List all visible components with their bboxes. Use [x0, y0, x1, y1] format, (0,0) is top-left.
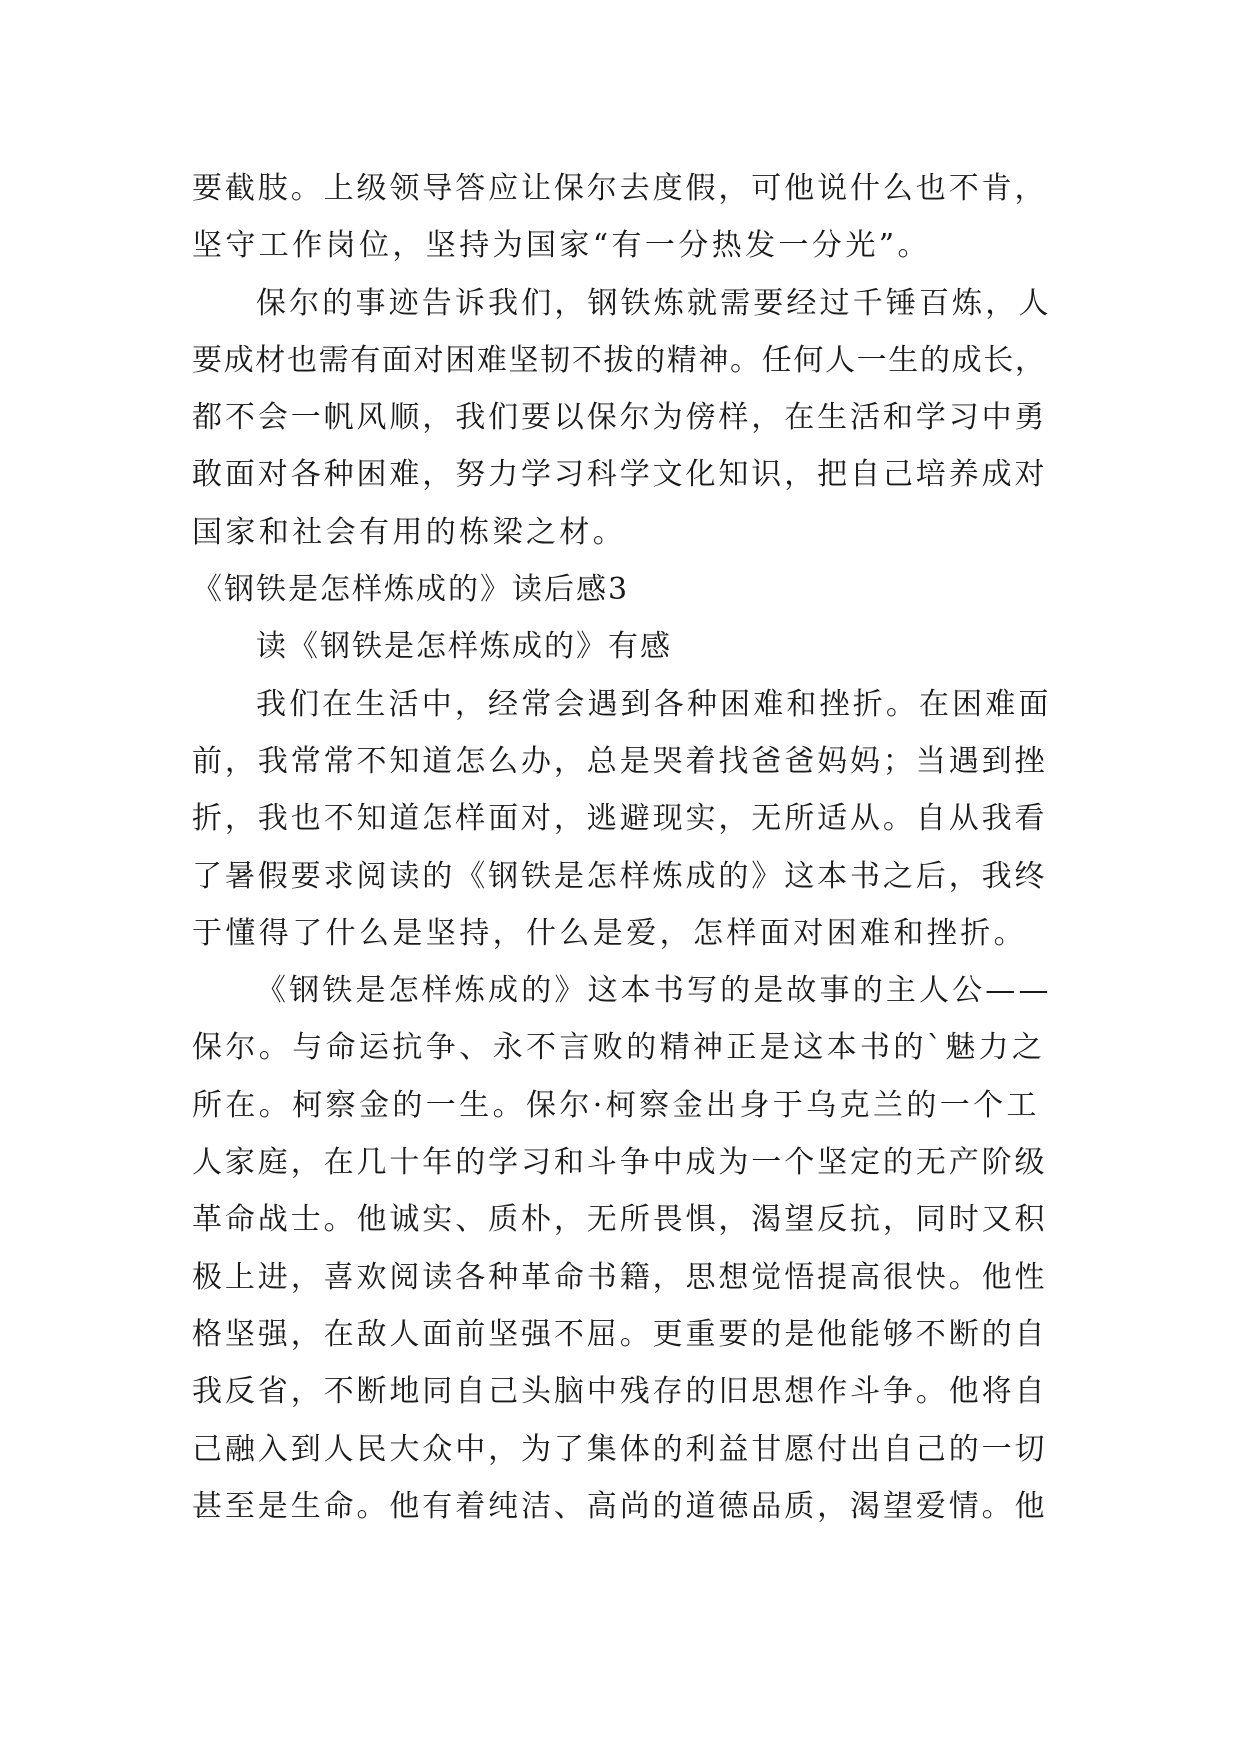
text-line: 甚至是生命。他有着纯洁、高尚的道德品质，渴望爱情。他 [192, 1488, 1048, 1524]
paragraph-start-line: 我们在生活中，经常会遇到各种困难和挫折。在困难面 [256, 686, 1052, 722]
text-line: 所在。柯察金的一生。保尔·柯察金出身于乌克兰的一个工 [192, 1087, 1040, 1123]
text-line: 要截肢。上级领导答应让保尔去度假，可他说什么也不肯， [192, 171, 1048, 206]
text-line: 人家庭，在几十年的学习和斗争中成为一个坚定的无产阶级 [192, 1145, 1048, 1181]
document-body [192, 160, 1052, 1535]
text-line: 坚守工作岗位，坚持为国家“有一分热发一分光”。 [192, 228, 931, 264]
text-line: 于懂得了什么是坚持，什么是爱，怎样面对困难和挫折。 [192, 915, 1027, 951]
essay-title: 读《钢铁是怎样炼成的》有感 [256, 629, 672, 665]
text-line: 极上进，喜欢阅读各种革命书籍，思想觉悟提高很快。他性 [192, 1259, 1048, 1295]
text-line: 要成材也需有面对困难坚韧不拔的精神。任何人一生的成长， [192, 342, 1047, 378]
text-line: 前，我常常不知道怎么办，总是哭着找爸爸妈妈；当遇到挫 [192, 743, 1048, 779]
text-line: 折，我也不知道怎样面对，逃避现实，无所适从。自从我看 [192, 801, 1048, 837]
text-line: 敢面对各种困难，努力学习科学文化知识，把自己培养成对 [192, 457, 1048, 493]
paragraph-start-line: 保尔的事迹告诉我们，钢铁炼就需要经过千锤百炼，人 [256, 285, 1052, 321]
text-line: 了暑假要求阅读的《钢铁是怎样炼成的》这本书之后，我终 [192, 858, 1048, 894]
text-line: 己融入到人民大众中，为了集体的利益甘愿付出自己的一切 [192, 1431, 1048, 1467]
text-line: 国家和社会有用的栋梁之材。 [192, 514, 627, 550]
text-line: 革命战士。他诚实、质朴，无所畏惧，渴望反抗，同时又积 [192, 1202, 1048, 1238]
section-heading: 《钢铁是怎样炼成的》读后感3 [192, 572, 630, 608]
text-line: 都不会一帆风顺，我们要以保尔为傍样，在生活和学习中勇 [192, 400, 1048, 436]
text-line: 我反省，不断地同自己头脑中残存的旧思想作斗争。他将自 [192, 1374, 1048, 1410]
text-line: 保尔。与命运抗争、永不言败的精神正是这本书的`魅力之 [192, 1030, 1046, 1066]
paragraph-start-line: 《钢铁是怎样炼成的》这本书写的是故事的主人公—— [256, 973, 1052, 1009]
text-line: 格坚强，在敌人面前坚强不屈。更重要的是他能够不断的自 [192, 1316, 1048, 1352]
